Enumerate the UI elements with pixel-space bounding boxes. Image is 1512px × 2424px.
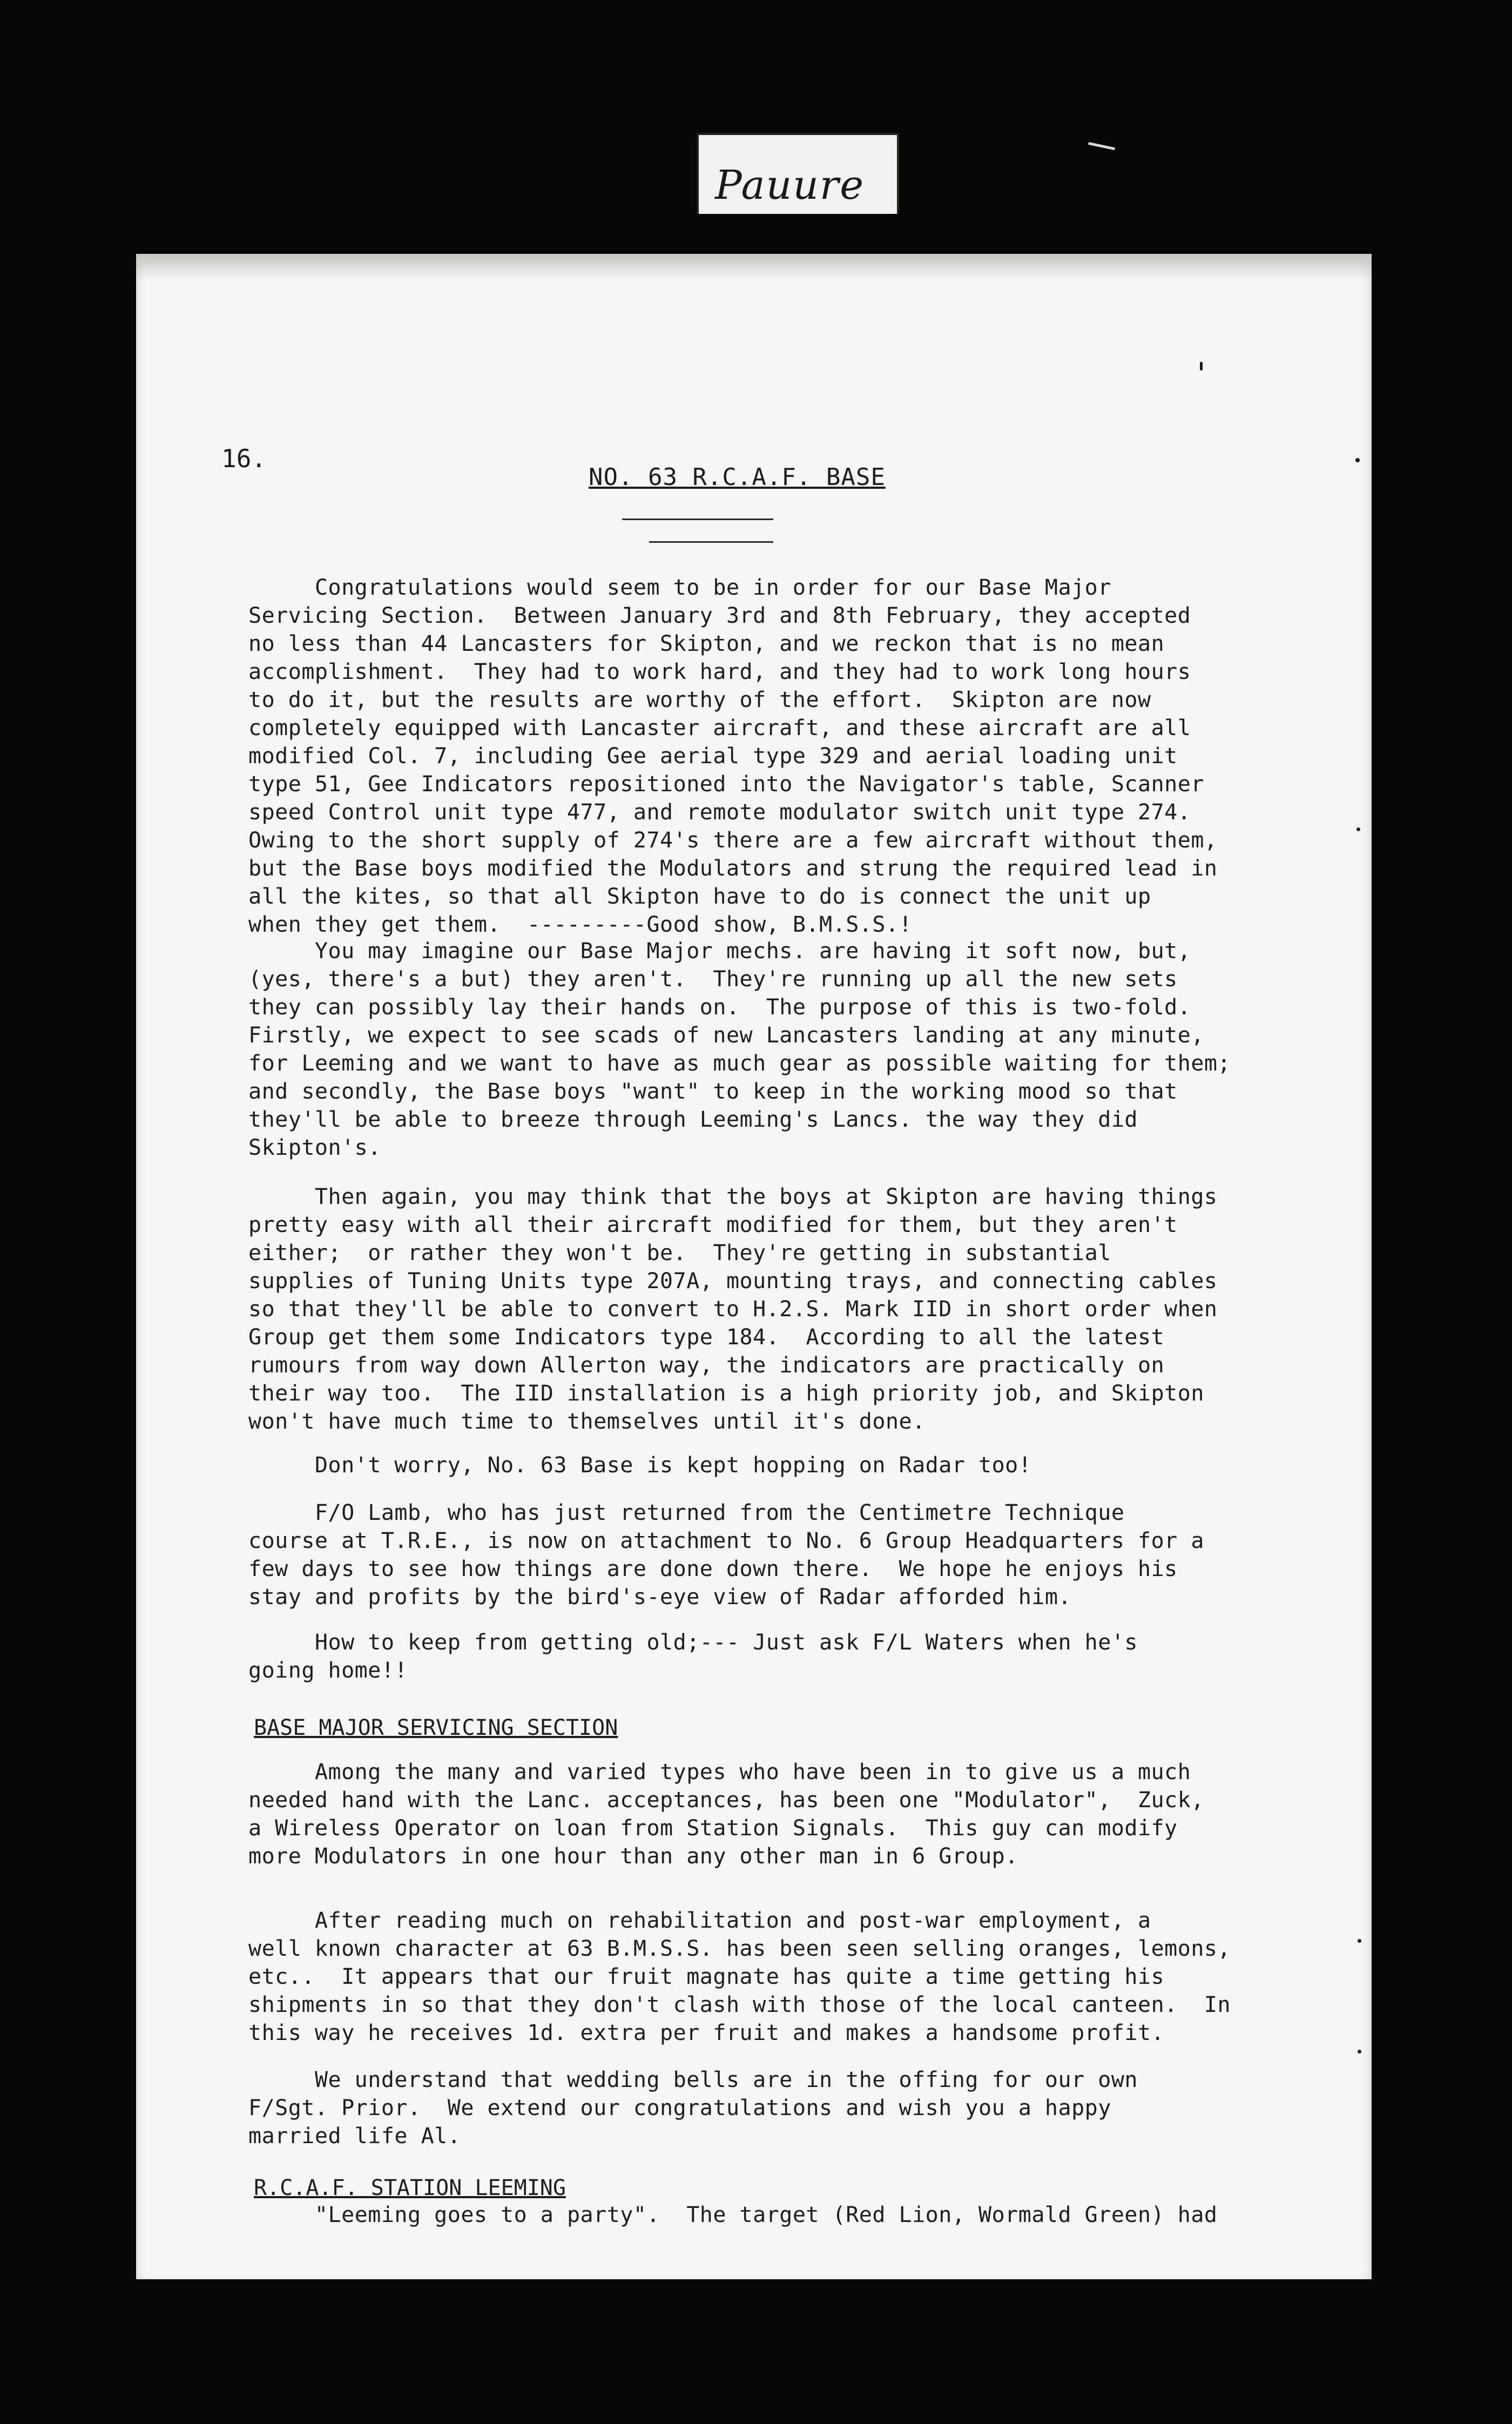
speck: [1200, 362, 1203, 371]
paragraph: We understand that wedding bells are in the offing for our own F/Sgt. Prior. We extend our congratulations and wish you a happy married life Al.: [248, 2068, 1138, 2149]
archive-tag: [697, 133, 899, 214]
paragraph: "Leeming goes to a party". The target (Red Lion, Wormald Green) had: [248, 2203, 1218, 2227]
speck: [1358, 1939, 1361, 1943]
paragraph: Don't worry, No. 63 Base is kept hopping on Radar too!: [248, 1453, 1032, 1478]
scratch-mark: [1088, 142, 1115, 150]
paragraph: You may imagine our Base Major mechs. are having it soft now, but, (yes, there's a but) they aren't. They're running up all the new sets they can possibly lay their hands on. The purpose of this is two-fold. Firstly, we expect to see scads of new Lancasters landing at any minute, for Leeming and we want to have as much gear as possible waiting for them; and secondly, the Base boys "want" to keep in the working mood so that they'll be able to breeze through Leeming's Lancs. the way they did Skipton's.: [248, 939, 1231, 1160]
section-heading: BASE MAJOR SERVICING SECTION: [254, 1715, 618, 1740]
document-page: [136, 254, 1372, 2279]
speck: [1355, 458, 1360, 462]
paragraph: After reading much on rehabilitation and post-war employment, a well known character at 63 B.M.S.S. has been seen selling oranges, lemons, etc.. It appears that our fruit magnate has quite a time getting his shipments in so that they don't clash with those of the local canteen. In this way he receives 1d. extra per fruit and makes a handsome profit.: [248, 1908, 1231, 2045]
paragraph: Among the many and varied types who have been in to give us a much needed hand with the Lanc. acceptances, has been one "Modulator", Zuck, a Wireless Operator on loan from Station Signals. This guy can modify more Modulators in one hour than any other man in 6 Group.: [248, 1760, 1204, 1869]
title-rule-upper: [622, 519, 773, 520]
archive-tag-text: Pauure: [715, 162, 865, 208]
speck: [1356, 827, 1360, 831]
scan-shadow: [136, 254, 1372, 281]
section-heading: R.C.A.F. STATION LEEMING: [254, 2176, 566, 2200]
paragraph: Then again, you may think that the boys at Skipton are having things pretty easy with all their aircraft modified for them, but they aren't either; or rather they won't be. They're getting in substantial supplies of Tuning Units type 207A, mounting trays, and connecting cables so that they'll be able to convert to H.2.S. Mark IID in short order when Group get them some Indicators type 184. According to all the latest rumours from way down Allerton way, the indicators are practically on their way too. The IID installation is a high priority job, and Skipton won't have much time to themselves until it's done.: [248, 1184, 1218, 1434]
paragraph: Congratulations would seem to be in order for our Base Major Servicing Section. Between January 3rd and 8th February, they accepted no less than 44 Lancasters for Skipton, and we reckon that is no mean accomplishment. They had to work hard, and they had to work long hours to do it, but the results are worthy of the effort. Skipton are now completely equipped with Lancaster aircraft, and these aircraft are all modified Col. 7, including Gee aerial type 329 and aerial loading unit type 51, Gee Indicators repositioned into the Navigator's table, Scanner speed Control unit type 477, and remote modulator switch unit type 274. Owing to the short supply of 274's there are a few aircraft without them, but the Base boys modified the Modulators and strung the required lead in all the kites, so that all Skipton have to do is connect the unit up when they get them. ---------Good show, B.M.S.S.!: [248, 575, 1218, 937]
page-title: NO. 63 R.C.A.F. BASE: [589, 463, 886, 491]
page-number: 16.: [221, 444, 267, 473]
title-rule-lower: [649, 541, 773, 543]
paragraph: How to keep from getting old;--- Just ask F/L Waters when he's going home!!: [248, 1630, 1138, 1683]
paragraph: F/O Lamb, who has just returned from the Centimetre Technique course at T.R.E., is now on attachment to No. 6 Group Headquarters for a few days to see how things are done down there. We hope he enjoys his stay and profits by the bird's-eye view of Radar afforded him.: [248, 1500, 1204, 1610]
speck: [1358, 2050, 1361, 2053]
